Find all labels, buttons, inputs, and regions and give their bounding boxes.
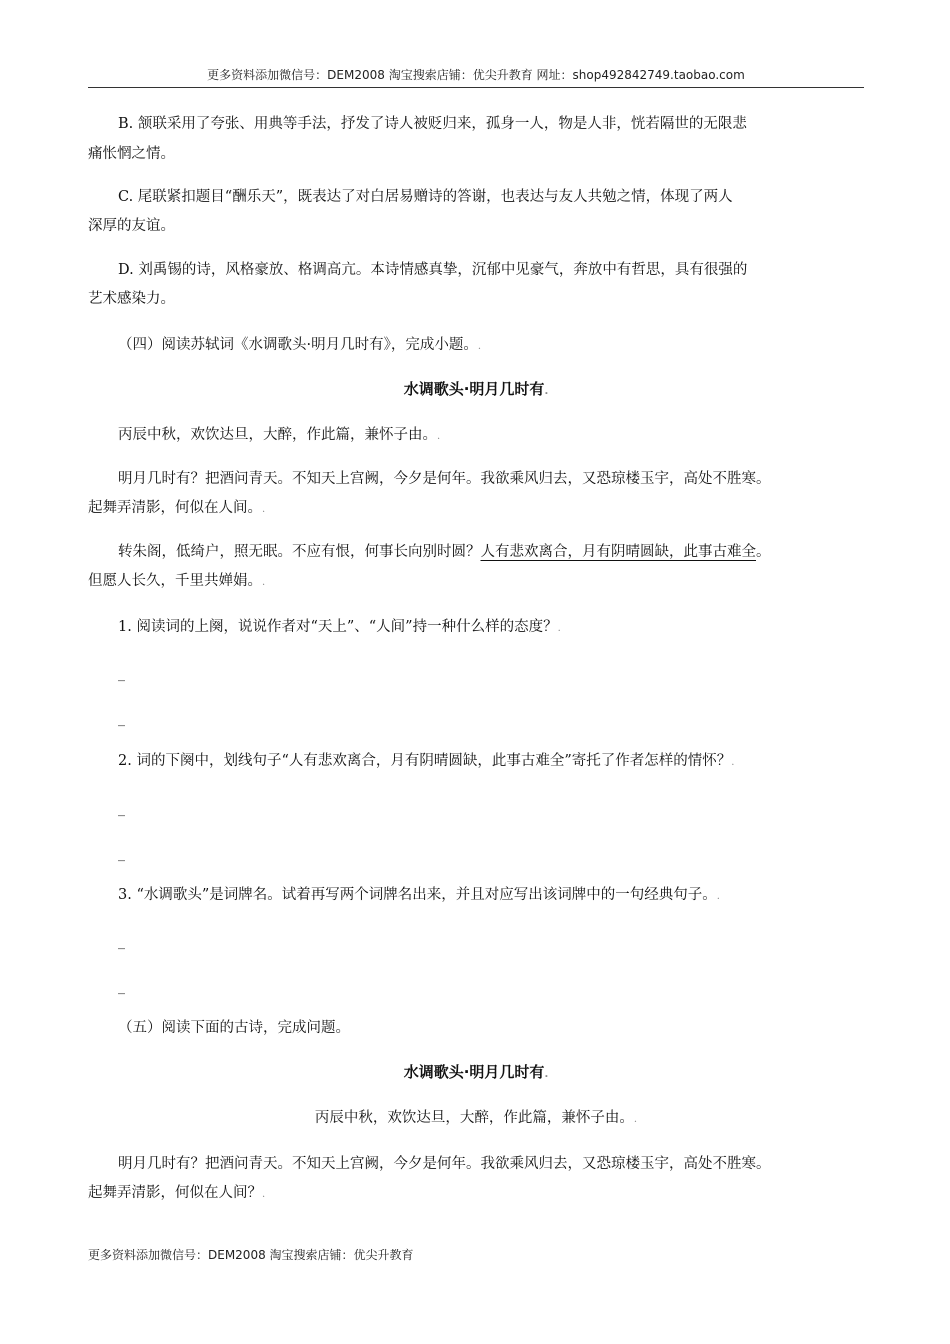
answer-blank: _ [118, 711, 125, 727]
section4-preface: 丙辰中秋，欢饮达旦，大醉，作此篇，兼怀子由。. [118, 427, 441, 443]
section4-stanza1-line2: 起舞弄清影，何似在人间。. [88, 500, 266, 516]
page-footer: 更多资料添加微信号：DEM2008 淘宝搜索店铺：优尖升教育 [88, 1248, 414, 1262]
header-rule [88, 87, 864, 88]
option-d-line2: 艺术感染力。 [88, 291, 175, 307]
section4-title: 水调歌头·明月几时有. [403, 380, 549, 398]
underlined-sentence: 人有悲欢离合，月有阴晴圆缺，此事古难全 [480, 544, 756, 560]
answer-blank: _ [118, 801, 125, 817]
section4-stanza2-line2: 但愿人长久，千里共婵娟。. [88, 573, 266, 589]
question-1: 1. 阅读词的上阕，说说作者对“天上”、“人间”持一种什么样的态度？. [118, 619, 561, 635]
answer-blank: _ [118, 846, 125, 862]
option-b-line1: B. 颔联采用了夸张、用典等手法，抒发了诗人被贬归来，孤身一人，物是人非，恍若隔世的无限悲 [118, 116, 747, 132]
answer-blank: _ [118, 934, 125, 950]
section5-title: 水调歌头·明月几时有. [403, 1063, 549, 1081]
section4-stanza1-line1: 明月几时有？把酒问青天。不知天上宫阙，今夕是何年。我欲乘风归去，又恐琼楼玉宇，高处不胜寒。 [118, 471, 771, 487]
section4-stanza2-line1: 转朱阁，低绮户，照无眠。不应有恨，何事长向别时圆？人有悲欢离合，月有阴晴圆缺，此事古难全。 [118, 544, 771, 560]
section4-intro: （四）阅读苏轼词《水调歌头·明月几时有》，完成小题。. [118, 337, 482, 353]
section5-preface: 丙辰中秋，欢饮达旦，大醉，作此篇，兼怀子由。. [314, 1110, 638, 1126]
option-d-line1: D. 刘禹锡的诗，风格豪放、格调高亢。本诗情感真挚，沉郁中见豪气，奔放中有哲思，具有很强的 [118, 262, 748, 278]
page-header: 更多资料添加微信号：DEM2008 淘宝搜索店铺：优尖升教育 网址：shop492842749.taobao.com [207, 68, 745, 82]
option-b-line2: 痛怅惘之情。 [88, 146, 175, 162]
section5-intro: （五）阅读下面的古诗，完成问题。 [118, 1020, 350, 1036]
section5-line1: 明月几时有？把酒问青天。不知天上宫阙，今夕是何年。我欲乘风归去，又恐琼楼玉宇，高处不胜寒。 [118, 1156, 771, 1172]
answer-blank: _ [118, 666, 125, 682]
option-c-line2: 深厚的友谊。 [88, 218, 175, 234]
question-3: 3. “水调歌头”是词牌名。试着再写两个词牌名出来，并且对应写出该词牌中的一句经典句子。. [118, 887, 720, 903]
answer-blank: _ [118, 979, 125, 995]
option-c-line1: C. 尾联紧扣题目“酬乐天”，既表达了对白居易赠诗的答谢，也表达与友人共勉之情，体现了两人 [118, 189, 733, 205]
section5-line2: 起舞弄清影，何似在人间？. [88, 1185, 266, 1201]
question-2: 2. 词的下阕中，划线句子“人有悲欢离合，月有阴晴圆缺，此事古难全”寄托了作者怎样的情怀？. [118, 753, 735, 769]
